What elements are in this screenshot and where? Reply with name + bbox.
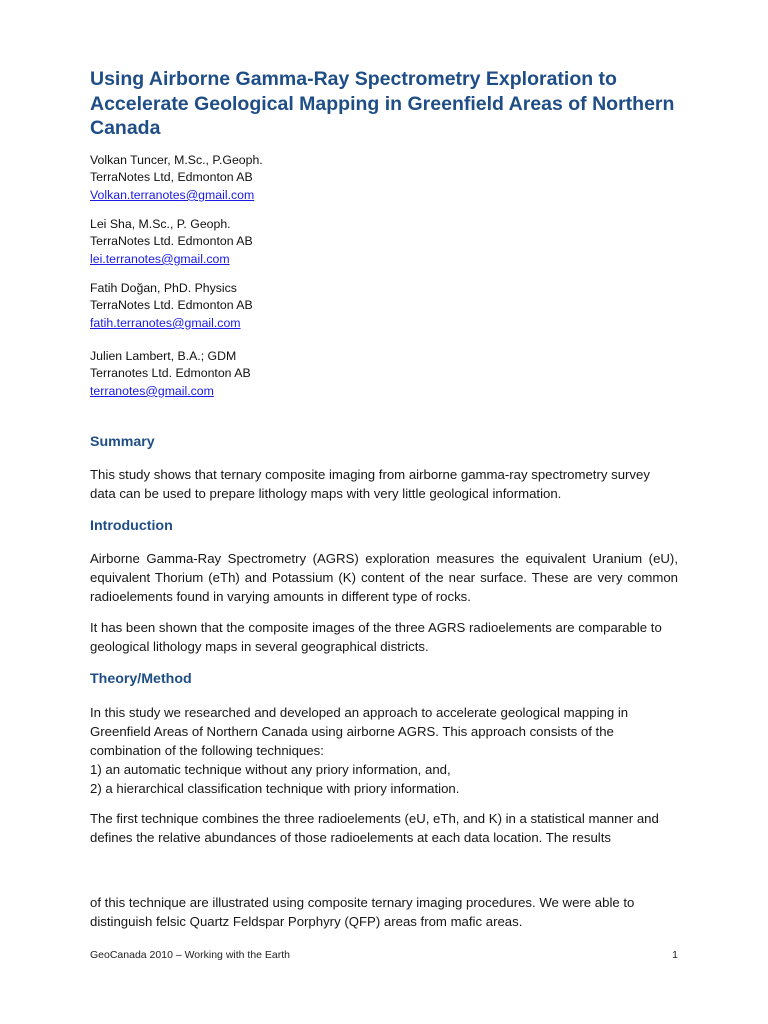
author-name: Julien Lambert, B.A.; GDM — [90, 349, 237, 363]
author-name: Fatih Doğan, PhD. Physics — [90, 281, 237, 295]
section-heading-theory-method: Theory/Method — [90, 671, 192, 687]
author-block — [90, 216, 490, 268]
author-email-link[interactable]: lei.terranotes@gmail.com — [90, 251, 230, 266]
section-heading-summary: Summary — [90, 434, 155, 450]
page-number: 1 — [672, 949, 678, 961]
author-email-link[interactable]: terranotes@gmail.com — [90, 383, 214, 398]
text-line: In this study we researched and developed an approach to accelerate geological mapping in — [90, 705, 629, 720]
author-name: Lei Sha, M.Sc., P. Geoph. — [90, 217, 231, 231]
paper-title: Using Airborne Gamma-Ray Spectrometry Exploration to Accelerate Geological Mapping in Greenfield Areas of Northern Canada — [90, 68, 675, 139]
theory-paragraph-continuation: of this technique are illustrated using composite ternary imaging procedures. We were able to distinguish felsic Quartz Feldspar Porphyry (QFP) areas from mafic areas. — [90, 895, 635, 929]
footer-text: GeoCanada 2010 – Working with the Earth — [90, 949, 291, 961]
introduction-paragraph: It has been shown that the composite images of the three AGRS radioelements are comparable to geological lithology maps in several geographical districts. — [90, 620, 662, 654]
theory-paragraph — [90, 703, 678, 798]
theory-paragraph: The first technique combines the three radioelements (eU, eTh, and K) in a statistical manner and defines the relative abundances of those radioelements at each data location. The results — [90, 811, 659, 845]
author-affiliation: Terranotes Ltd. Edmonton AB — [90, 366, 251, 381]
list-item: 1) an automatic technique without any priory information, and, — [90, 762, 451, 777]
author-affiliation: TerraNotes Ltd. Edmonton AB — [90, 298, 253, 313]
author-email-link[interactable]: fatih.terranotes@gmail.com — [90, 315, 241, 330]
author-name: Volkan Tuncer, M.Sc., P.Geoph. — [90, 153, 263, 167]
text-line: combination of the following techniques: — [90, 743, 324, 758]
author-block — [90, 348, 490, 400]
author-block — [90, 280, 490, 332]
text-line: Greenfield Areas of Northern Canada using airborne AGRS. This approach consists of the — [90, 724, 614, 739]
list-item: 2) a hierarchical classification technique with priory information. — [90, 781, 460, 796]
summary-paragraph: This study shows that ternary composite imaging from airborne gamma-ray spectrometry survey data can be used to prepare lithology maps with very little geological information. — [90, 467, 650, 501]
author-block — [90, 152, 490, 204]
section-heading-introduction: Introduction — [90, 518, 173, 534]
author-affiliation: TerraNotes Ltd. Edmonton AB — [90, 234, 253, 249]
author-affiliation: TerraNotes Ltd, Edmonton AB — [90, 170, 253, 185]
introduction-paragraph: Airborne Gamma-Ray Spectrometry (AGRS) exploration measures the equivalent Uranium (eU), equivalent Thorium (eTh) and Potassium (K) content of the near surface. These are very common radioelements found in varying amounts in different type of rocks. — [90, 551, 678, 604]
author-email-link[interactable]: Volkan.terranotes@gmail.com — [90, 187, 255, 202]
